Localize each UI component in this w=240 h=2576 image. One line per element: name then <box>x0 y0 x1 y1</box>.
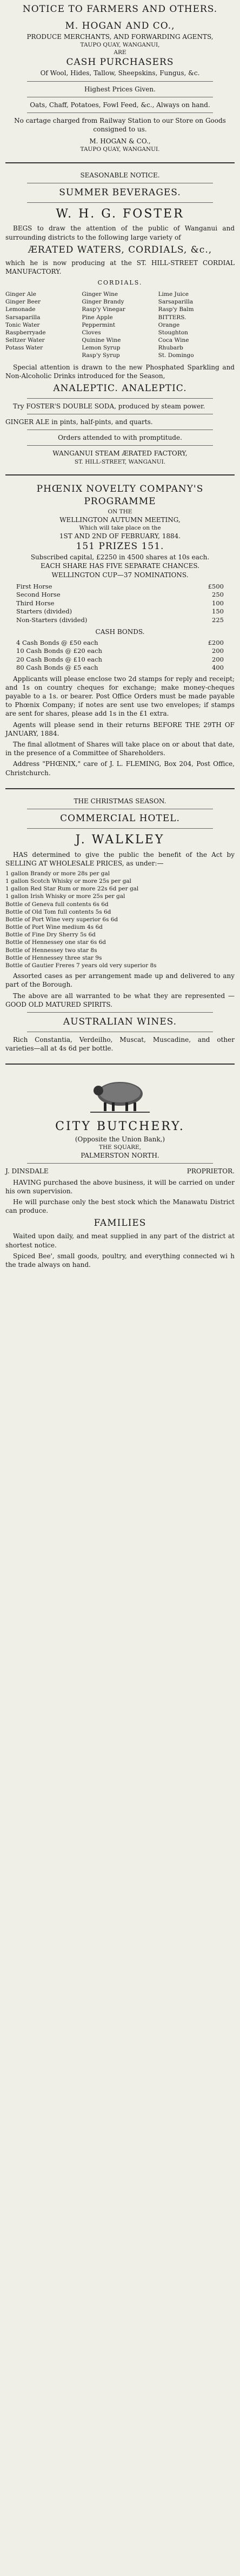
butchery-town: PALMERSTON NORTH. <box>81 1152 159 1160</box>
cordials-column-2 <box>82 290 158 360</box>
phoenix-address: Address "PHŒNIX," care of J. L. FLEMING, Box 204, Post Office, Christchurch. <box>5 760 235 777</box>
ad-separator <box>5 1064 235 1065</box>
prize-value: 100 <box>212 599 224 607</box>
special-attention: Special attention is drawn to the new Phosphated Sparkling and Non-Alcoholic Drinks introduced for the Season, <box>5 363 235 380</box>
bond-value: 200 <box>212 647 224 655</box>
which-take-place: Which will take place on the <box>79 525 161 531</box>
prize-row <box>16 591 224 599</box>
applicants-notice: Applicants will please enclose two 2d stamps for reply and receipt; and 1s on country cheques for exchange; make money-cheques payable to a 1s. or bearer. Post Office Orders must be made payable to Phœnix Company; if notes are sent use two envelopes; if stamps are sent for shares, please add 1s in the £1 extra. <box>5 675 235 718</box>
price-item: Bottle of Hennessey three star 9s <box>5 954 102 961</box>
signature-firm: M. HOGAN & CO., <box>89 137 151 146</box>
cordial-item: Ginger Ale <box>5 290 36 298</box>
cordial-item: BITTERS. <box>158 314 186 321</box>
cordial-item: Ginger Brandy <box>82 299 124 306</box>
spirits-price-list <box>5 870 235 969</box>
christmas-season: THE CHRISTMAS SEASON. <box>74 797 166 805</box>
foster-advertisement <box>5 168 235 470</box>
bond-value: 200 <box>212 655 224 663</box>
cordials-column-1 <box>5 290 82 360</box>
hotel-name: COMMERCIAL HOTEL. <box>60 813 180 824</box>
walkley-name: J. WALKLEY <box>75 833 165 847</box>
bond-value: £200 <box>208 638 224 646</box>
prizes-count: 151 PRIZES 151. <box>76 541 164 552</box>
cordial-item: St. Domingo <box>158 352 194 359</box>
price-item: Bottle of Port Wine very superior 6s 6d <box>5 916 118 923</box>
cordial-item: Tonic Water <box>5 321 40 328</box>
firm-description: PRODUCE MERCHANTS, AND FORWARDING AGENTS, <box>26 32 214 41</box>
price-item: Bottle of Hennessey two star 8s <box>5 947 97 954</box>
ad-separator <box>5 788 235 789</box>
spiced-beef: Spiced Bee', small goods, poultry, and everything connected wi h the trade always on hand. <box>5 1252 235 1269</box>
walkley-intro: HAS determined to give the public the benefit of the Act by SELLING AT WHOLESALE PRICES, as under:— <box>5 850 235 867</box>
manufactory-line: which he is now producing at the ST. HILL-STREET CORDIAL MANUFACTORY. <box>5 259 235 275</box>
waited-upon: Waited upon daily, and meat supplied in any part of the district at shortest notice. <box>5 1232 235 1249</box>
divider <box>27 1163 213 1164</box>
bond-row <box>16 664 224 672</box>
prize-row <box>16 616 224 625</box>
agents-notice: Agents will please send in their returns BEFORE THE 29TH OF JANUARY, 1884. <box>5 721 235 737</box>
butchery-square: THE SQUARE, <box>99 1144 141 1151</box>
cordial-item: Potass Water <box>5 345 43 352</box>
butchery-name: CITY BUTCHERY. <box>55 1120 185 1134</box>
prize-value: 250 <box>212 591 224 599</box>
cup-prize-list <box>16 583 224 625</box>
meeting-name: WELLINGTON AUTUMN MEETING, <box>59 516 181 524</box>
having-purchased: HAVING purchased the above business, it will be carried on under his own supervision. <box>5 1178 235 1195</box>
final-allotment: The final allotment of Shares will take place on or about that date, in the presence of a Committee of Shareholders. <box>5 741 235 757</box>
cartage-notice: No cartage charged from Railway Station to our Store on Goods consigned to us. <box>14 116 226 134</box>
goods-on-hand: Oats, Chaff, Potatoes, Fowl Feed, &c., Always on hand. <box>30 101 210 109</box>
butchery-location: (Opposite the Union Bank,) <box>75 1135 165 1143</box>
bond-label: 20 Cash Bonds @ £10 each <box>16 655 102 663</box>
bond-value: 400 <box>212 664 224 672</box>
prize-value: 150 <box>212 607 224 616</box>
subscribed-capital: Subscribed capital, £2250 in 4500 shares at 10s each. <box>30 553 210 562</box>
factory-name: WANGANUI STEAM ÆRATED FACTORY, <box>52 450 188 458</box>
foster-name: W. H. G. FOSTER <box>56 207 184 221</box>
each-share: EACH SHARE HAS FIVE SEPARATE CHANCES. <box>41 562 199 570</box>
price-item: Bottle of Hennessey one star 6s 6d <box>5 939 106 946</box>
products-line: ÆRATED WATERS, CORDIALS, &c., <box>28 244 212 255</box>
bond-row <box>16 639 224 648</box>
prize-row <box>16 607 224 616</box>
price-item: 1 gallon Irish Whisky or more 25s per gal <box>5 893 125 900</box>
prize-row <box>16 599 224 608</box>
divider <box>27 1012 213 1013</box>
cordial-item: Rasp'y Vinegar <box>82 306 125 313</box>
phoenix-title: PHŒNIX NOVELTY COMPANY'S PROGRAMME <box>36 483 204 507</box>
cordial-item: Sarsaparilla <box>158 299 194 306</box>
cordial-item: Coca Wine <box>158 337 189 344</box>
cash-purchasers: CASH PURCHASERS <box>66 57 174 68</box>
cordials-table <box>5 290 235 360</box>
prize-label: Third Horse <box>16 599 55 607</box>
cup-nominations: WELLINGTON CUP—37 NOMINATIONS. <box>51 571 189 579</box>
cordial-item: Ginger Beer <box>5 299 41 306</box>
families-heading: FAMILIES <box>94 1218 146 1229</box>
newspaper-column <box>5 0 235 1276</box>
divider <box>27 202 213 203</box>
divider <box>27 445 213 446</box>
ad-heading: NOTICE TO FARMERS AND OTHERS. <box>22 4 218 15</box>
bond-label: 10 Cash Bonds @ £20 each <box>16 647 102 655</box>
prize-value: 225 <box>212 616 224 624</box>
cordial-item: Lime Juice <box>158 290 189 298</box>
foster-intro: BEGS to draw the attention of the public of Wanganui and surrounding districts to the following large variety of <box>5 224 235 241</box>
cordial-item: Rasp'y Syrup <box>82 352 120 359</box>
walkley-advertisement <box>5 794 235 1059</box>
proprietor-line <box>5 1167 235 1175</box>
divider <box>27 828 213 829</box>
prize-row <box>16 583 224 591</box>
bond-label: 80 Cash Bonds @ £5 each <box>16 664 98 672</box>
price-item: 1 gallon Red Star Rum or more 22s 6d per gal <box>5 886 139 893</box>
price-item: Bottle of Gautier Freres 7 years old very superior 8s <box>5 962 157 969</box>
cordial-item: Stoughton <box>158 329 188 336</box>
prize-label: Second Horse <box>16 591 61 599</box>
cordial-item: Cloves <box>82 329 101 336</box>
firm-address: TAUPO QUAY, WANGANUI, <box>80 42 160 49</box>
price-item: 1 gallon Scotch Whisky or more 25s per gal <box>5 878 131 885</box>
hogan-advertisement <box>5 0 235 158</box>
bond-row <box>16 647 224 656</box>
bond-label: 4 Cash Bonds @ £50 each <box>16 638 98 646</box>
ad-separator <box>5 162 235 163</box>
sheep-illustration <box>88 1076 152 1114</box>
proprietor-label: PROPRIETOR. <box>186 1167 235 1175</box>
bond-row <box>16 656 224 664</box>
city-butchery-advertisement <box>5 1069 235 1276</box>
cordials-column-3 <box>158 290 235 360</box>
divider <box>27 81 213 82</box>
cordial-item: Lemonade <box>5 306 36 313</box>
cordial-item: Raspberryade <box>5 329 46 336</box>
meeting-dates: 1ST AND 2ND OF FEBRUARY, 1884. <box>59 532 181 540</box>
prices-line: Highest Prices Given. <box>84 85 156 93</box>
summer-beverages: SUMMER BEVERAGES. <box>59 187 181 198</box>
price-item: Bottle of Fine Dry Sherry 5s 6d <box>5 932 96 939</box>
analeptic-line: ANALEPTIC. ANALEPTIC. <box>53 382 187 394</box>
goods-purchased: Of Wool, Hides, Tallow, Sheepskins, Fungus, &c. <box>40 69 200 77</box>
cordial-item: Sarsaparilla <box>5 314 41 321</box>
best-stock: He will purchase only the best stock which the Manawatu District can produce. <box>5 1198 235 1215</box>
cordial-item: Seltzer Water <box>5 337 45 344</box>
cordial-item: Rasp'y Balm <box>158 306 194 313</box>
seasonable-notice: SEASONABLE NOTICE. <box>80 171 160 179</box>
cordials-heading: CORDIALS. <box>97 279 143 287</box>
orders-line: Orders attended to with promptitude. <box>58 434 182 442</box>
prize-label: Starters (divided) <box>16 607 72 616</box>
assorted-cases: Assorted cases as per arrangement made up and delivered to any part of the Borough. <box>5 972 235 989</box>
price-item: Bottle of Old Tom full contents 5s 6d <box>5 908 111 915</box>
price-item: Bottle of Port Wine medium 4s 6d <box>5 924 103 931</box>
cordial-item: Quinine Wine <box>82 337 121 344</box>
are-text: ARE <box>114 49 126 56</box>
australian-wines: AUSTRALIAN WINES. <box>63 1016 177 1027</box>
cordial-item: Lemon Syrup <box>82 345 121 352</box>
cordial-item: Peppermint <box>82 321 116 328</box>
factory-address: ST. HILL-STREET, WANGANUI. <box>74 458 166 465</box>
on-the: ON THE <box>108 508 132 515</box>
cordial-item: Pine Apple <box>82 314 113 321</box>
cordial-item: Orange <box>158 321 180 328</box>
double-soda: Try FOSTER'S DOUBLE SODA, produced by steam power. <box>13 402 205 410</box>
ad-separator <box>5 474 235 475</box>
signature-address: TAUPO QUAY, WANGANUI. <box>80 146 160 153</box>
prize-label: Non-Starters (divided) <box>16 616 88 624</box>
prize-value: £500 <box>208 582 224 590</box>
prize-label: First Horse <box>16 582 52 590</box>
wines-line: Rich Constantia, Verdeilho, Muscat, Muscadine, and other varieties—all at 4s 6d per bottle. <box>5 1035 235 1053</box>
proprietor-name: J. DINSDALE <box>5 1167 49 1175</box>
cordial-item: Ginger Wine <box>82 290 118 298</box>
warranted-line: The above are all warranted to be what they are represented — GOOD OLD MATURED SPIRITS. <box>5 992 235 1008</box>
cordial-item: Rhubarb <box>158 345 183 352</box>
bond-list <box>16 639 224 672</box>
ginger-ale-line: GINGER ALE in pints, half-pints, and quarts. <box>5 418 153 426</box>
price-item: Bottle of Geneva full contents 6s 6d <box>5 901 109 908</box>
firm-name: M. HOGAN AND CO., <box>65 20 175 31</box>
phoenix-advertisement <box>5 480 235 784</box>
cash-bonds-heading: CASH BONDS. <box>95 628 145 636</box>
sheep-icon <box>88 1076 152 1114</box>
divider <box>27 398 213 399</box>
price-item: 1 gallon Brandy or more 28s per gal <box>5 870 110 877</box>
